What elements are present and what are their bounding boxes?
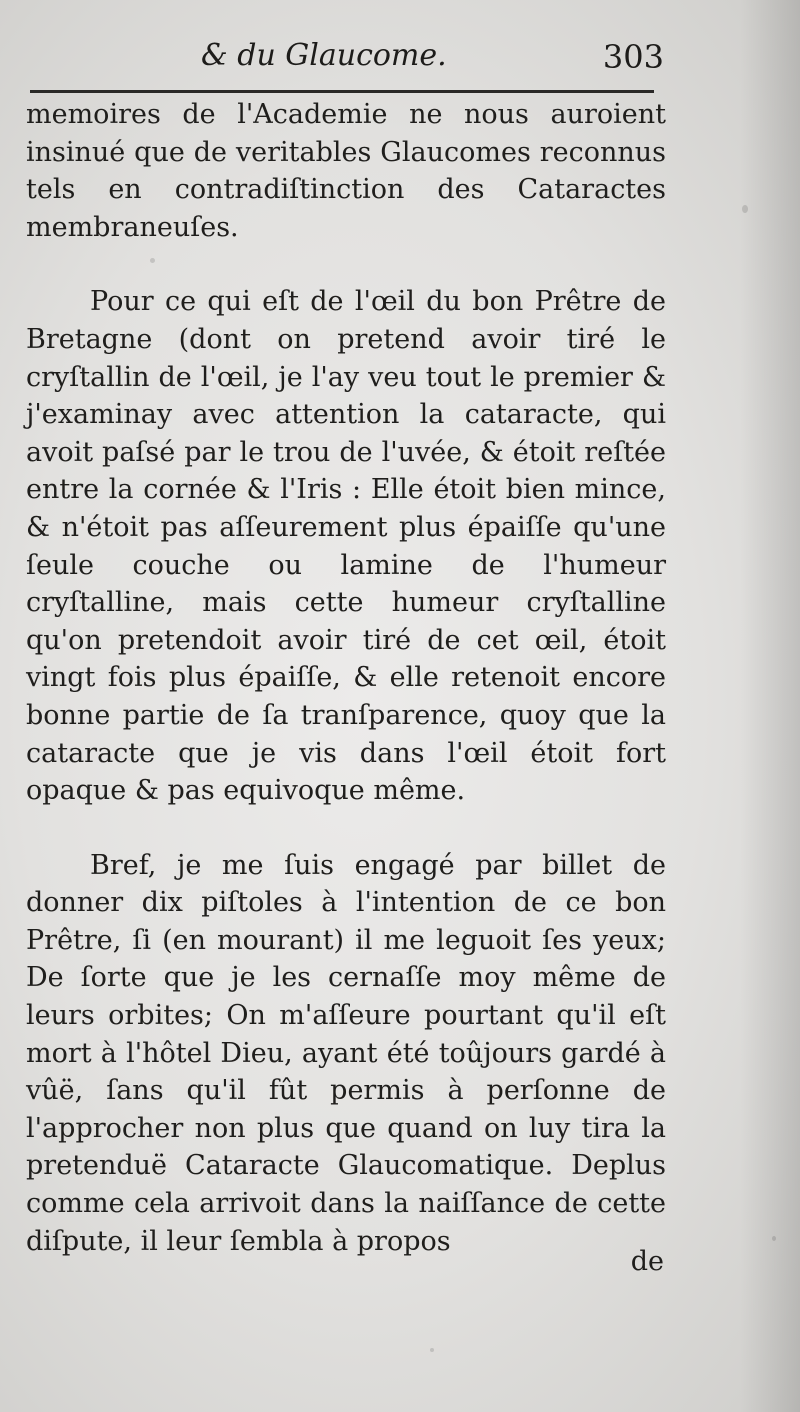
body-text: [26, 96, 666, 1260]
ink-speck: [772, 1236, 776, 1241]
ink-speck: [430, 1348, 434, 1352]
page-number: 303: [602, 38, 664, 76]
running-head: & du Glaucome.: [201, 38, 447, 73]
paragraph-continuation: memoires de l'Academie ne nous auroient insinué que de veritables Glaucomes reconnus tels en contradiſtinction des Cataractes membraneuſes.: [26, 99, 666, 243]
paragraph-pretre-de-bretagne: Pour ce qui eſt de l'œil du bon Prêtre de Bretagne (dont on pretend avoir tiré le cryſtallin de l'œil, je l'ay veu tout le premier & j'examinay avec attention la cataracte, qui avoit paſsé par le trou de l'uvée, & étoit reſtée entre la cornée & l'Iris : Elle étoit bien mince, & n'étoit pas aſſeurement plus épaiſſe qu'une ſeule couche ou lamine de l'humeur cryſtalline, mais cette humeur cryſtalline qu'on pretendoit avoir tiré de cet œil, étoit vingt fois plus épaiſſe, & elle retenoit encore bonne partie de ſa tranſparence, quoy que la cataracte que je vis dans l'œil étoit fort opaque & pas equivoque même.: [26, 286, 666, 807]
header-rule: [30, 90, 654, 93]
catchword: de: [630, 1246, 664, 1277]
page-header: [26, 38, 666, 88]
ink-speck: [742, 205, 748, 213]
paragraph-bref: Bref, je me ſuis engagé par billet de donner dix piſtoles à l'intention de ce bon Prêtre, ſi (en mourant) il me leguoit ſes yeux; De ſorte que je les cernaſſe moy même de leurs orbites; On m'aſſeure pourtant qu'il eſt mort à l'hôtel Dieu, ayant été toûjours gardé à vûë, ſans qu'il fût permis à perſonne de l'approcher non plus que quand on luy tira la pretenduë Cataracte Glaucomatique. Deplus comme cela arrivoit dans la naiſſance de cette diſpute, il leur ſembla à propos: [26, 849, 666, 1257]
ink-speck: [150, 258, 155, 263]
